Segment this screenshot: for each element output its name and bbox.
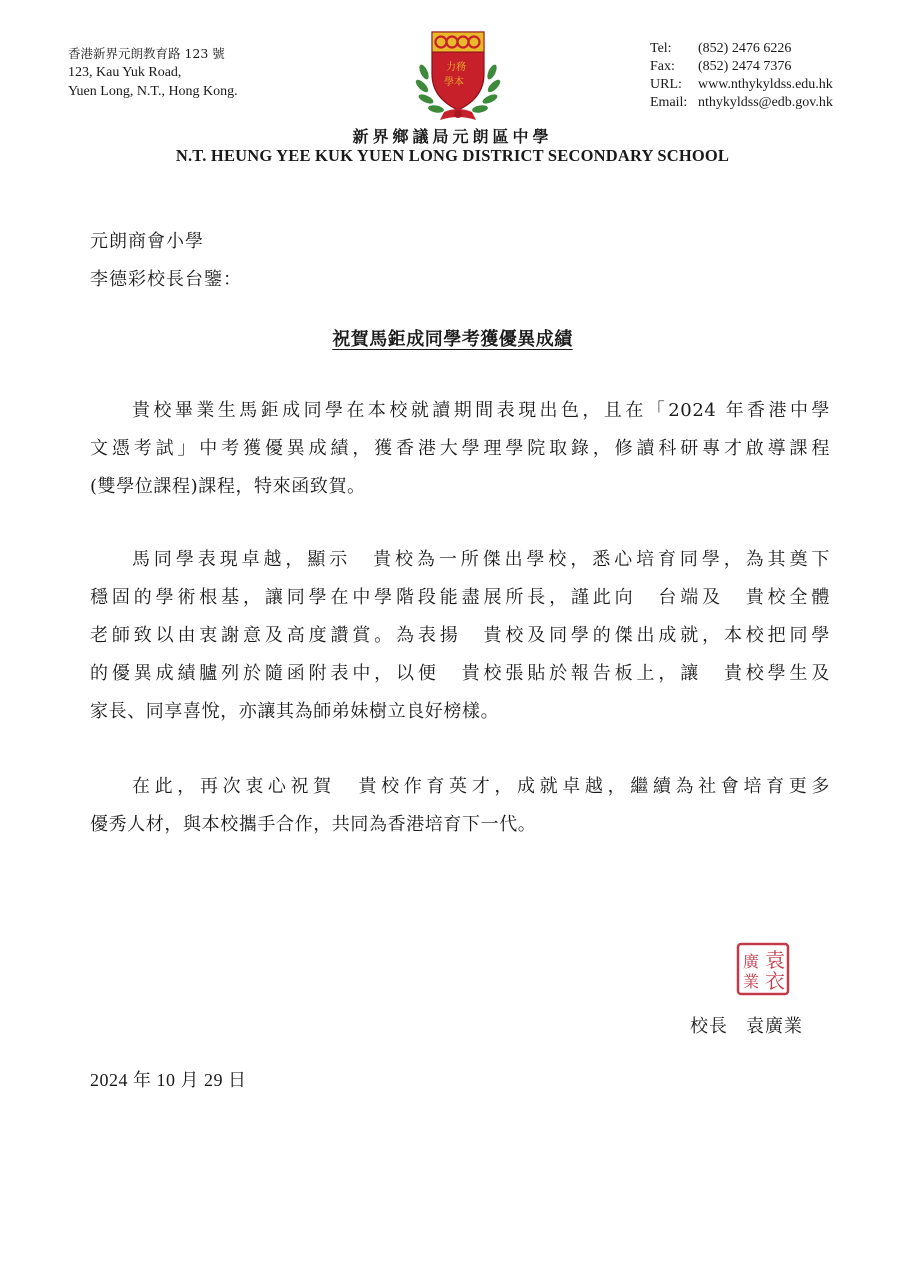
- contact-label: Email:: [650, 95, 688, 110]
- paragraph-line: 馬同學表現卓越，顯示 貴校為一所傑出學校，悉心培育同學，為其奠下: [132, 549, 830, 570]
- subject-text: 祝賀馬鉅成同學考獲優異成績: [332, 329, 573, 350]
- paragraph-line: 老師致以由衷謝意及高度讚賞。為表揚 貴校及同學的傑出成就，本校把同學: [90, 625, 830, 646]
- seal-char: 業: [742, 972, 760, 991]
- paragraph-line: 優秀人材，與本校攜手合作，共同為香港培育下一代。: [90, 814, 537, 835]
- signer-title: 校長: [690, 1016, 728, 1037]
- paragraph-2: [90, 541, 830, 731]
- address-english-line-2: Yuen Long, N.T., Hong Kong.: [68, 84, 238, 99]
- recipient-principal: 李德彩校長台鑒：: [90, 269, 242, 290]
- school-name-chinese: 新界鄉議局元朗區中學: [352, 127, 553, 146]
- seal-char: 廣: [742, 952, 760, 971]
- contact-tel: [650, 40, 833, 58]
- signature-line: [690, 1012, 803, 1038]
- contact-url: [650, 76, 833, 94]
- contact-label: Fax:: [650, 59, 675, 74]
- signer-name: 袁廣業: [746, 1016, 803, 1037]
- paragraph-line: 在此，再次衷心祝賀 貴校作育英才，成就卓越，繼續為社會培育更多: [132, 776, 830, 797]
- seal-icon: [736, 942, 790, 996]
- svg-text:衣: 衣: [765, 969, 785, 993]
- paragraph-3: [90, 768, 830, 844]
- paragraph-line: 穩固的學術根基，讓同學在中學階段能盡展所長，謹此向 台端及 貴校全體: [90, 587, 830, 608]
- contact-label: URL:: [650, 77, 682, 92]
- address-english-line-1: 123, Kau Yuk Road,: [68, 65, 182, 80]
- principal-seal-stamp: [736, 942, 790, 996]
- paragraph-line: 家長、同享喜悅，亦讓其為師弟妹樹立良好榜樣。: [90, 701, 500, 722]
- paragraph-line: 文憑考試」中考獲優異成績，獲香港大學理學院取錄，修讀科研專才啟導課程: [90, 438, 830, 459]
- contact-label: Tel:: [650, 41, 672, 56]
- crest-motto-bottom: 學本: [444, 77, 464, 88]
- contact-value: www.nthykyldss.edu.hk: [698, 77, 833, 92]
- seal-char: 袁: [765, 948, 785, 972]
- recipient-school: 元朗商會小學: [90, 231, 204, 252]
- contact-info: [650, 40, 833, 112]
- school-address: [68, 44, 238, 101]
- paragraph-1: [90, 392, 830, 506]
- contact-fax: [650, 58, 833, 76]
- letter-subject: [0, 325, 905, 351]
- address-chinese: 香港新界元朗教育路 123 號: [68, 46, 225, 61]
- paragraph-line: 貴校畢業生馬鉅成同學在本校就讀期間表現出色，且在「2024 年香港中學: [132, 400, 830, 421]
- school-name-english: N.T. HEUNG YEE KUK YUEN LONG DISTRICT SECONDARY SCHOOL: [175, 146, 730, 165]
- paragraph-line: 的優異成績臚列於隨函附表中，以便 貴校張貼於報告板上，讓 貴校學生及: [90, 663, 830, 684]
- contact-email: [650, 94, 833, 112]
- contact-value: nthykyldss@edb.gov.hk: [698, 95, 833, 110]
- contact-value: (852) 2474 7376: [698, 59, 792, 74]
- paragraph-line: (雙學位課程)課程，特來函致賀。: [90, 476, 366, 497]
- crest-motto-top: 力務: [446, 62, 466, 73]
- contact-value: (852) 2476 6226: [698, 41, 792, 56]
- letter-date: 2024 年 10 月 29 日: [90, 1070, 247, 1090]
